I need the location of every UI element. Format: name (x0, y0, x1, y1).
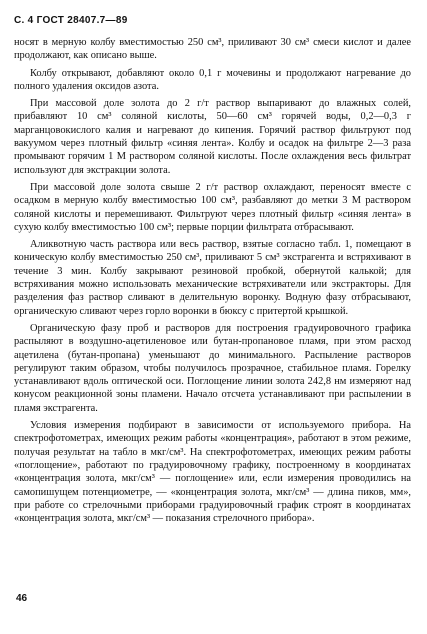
paragraph-3: При массовой доле золота до 2 г/т раствор выпаривают до влажных солей, прибавляют 10 см³ соляной кислоты, 50—60 см³ горячей воды, 0,2—0,3 г марганцовокислого калия и нагревают до кипения. Горячий раствор фильтруют под вакуумом через плотный фильтр «синяя лента». Колбу и осадок на фильтре 2—3 раза промывают горячим 1 М раствором соляной кислоты. После охлаждения весь фильтрат используют для экстракции золота. (14, 98, 411, 176)
document-body (14, 36, 411, 525)
paragraph-5: Аликвотную часть раствора или весь раствор, взятые согласно табл. 1, помещают в коническую колбу вместимостью 250 см³, приливают 5 см³ экстрагента и встряхивают в течение 3 мин. Колбу закрывают резиновой пробкой, обернутой калькой; для встряхивания можно использовать механические встряхиватели или экстракторы. Для разделения фаз раствор сливают в делительную воронку. Водную фазу отбрасывают, органическую сливают через горло воронки в бюксу с притертой крышкой. (14, 239, 411, 317)
paragraph-7: Условия измерения подбирают в зависимости от используемого прибора. На спектрофотометрах, имеющих режим работы «концентрация», работают в этом режиме, получая результат на табло в мкг/см³. На спектрофотометрах, имеющих режим работы «поглощение», работают по градуировочному графику, построенному в координатах «концентрация золота, мкг/см³ — поглощение» или, если измерения проводились на самопишущем потенциометре, — «концентрация золота, мкг/см³ — длина пиков, мм», при работе со стрелочными приборами градуировочный график строят в координатах «концентрация золота, мкг/см³ — показания стрелочного прибора». (14, 420, 411, 525)
paragraph-4: При массовой доле золота свыше 2 г/т раствор охлаждают, переносят вместе с осадком в мерную колбу вместимостью 100 см³, разбавляют до метки 3 М раствором соляной кислоты и перемешивают. Фильтруют через плотный фильтр «синяя лента» в сухую колбу вместимостью 100 см³; первые порции фильтрата отбрасывают. (14, 181, 411, 233)
running-header: С. 4 ГОСТ 28407.7—89 (14, 15, 128, 26)
paragraph-2: Колбу открывают, добавляют около 0,1 г мочевины и продолжают нагревание до полного удаления оксидов азота. (14, 67, 411, 92)
paragraph-1: носят в мерную колбу вместимостью 250 см³, приливают 30 см³ смеси кислот и далее продолжают, как описано выше. (14, 37, 411, 62)
page-number: 46 (16, 593, 28, 604)
paragraph-6: Органическую фазу проб и растворов для построения градуировочного графика распыляют в воздушно-ацетиленовое или бутан-пропановое пламя, при этом расход ацетилена (бутан-пропана) уменьшают до минимального. Распыление растворов регулируют таким образом, чтобы получилось прозрачное, стабильное пламя. Горелку устанавливают вдоль оптической оси. Поглощение линии золота 242,8 нм измеряют над конусом реакционной зоны пламени. Начало отсчета устанавливают при распылении в пламя экстрагента. (14, 322, 411, 414)
